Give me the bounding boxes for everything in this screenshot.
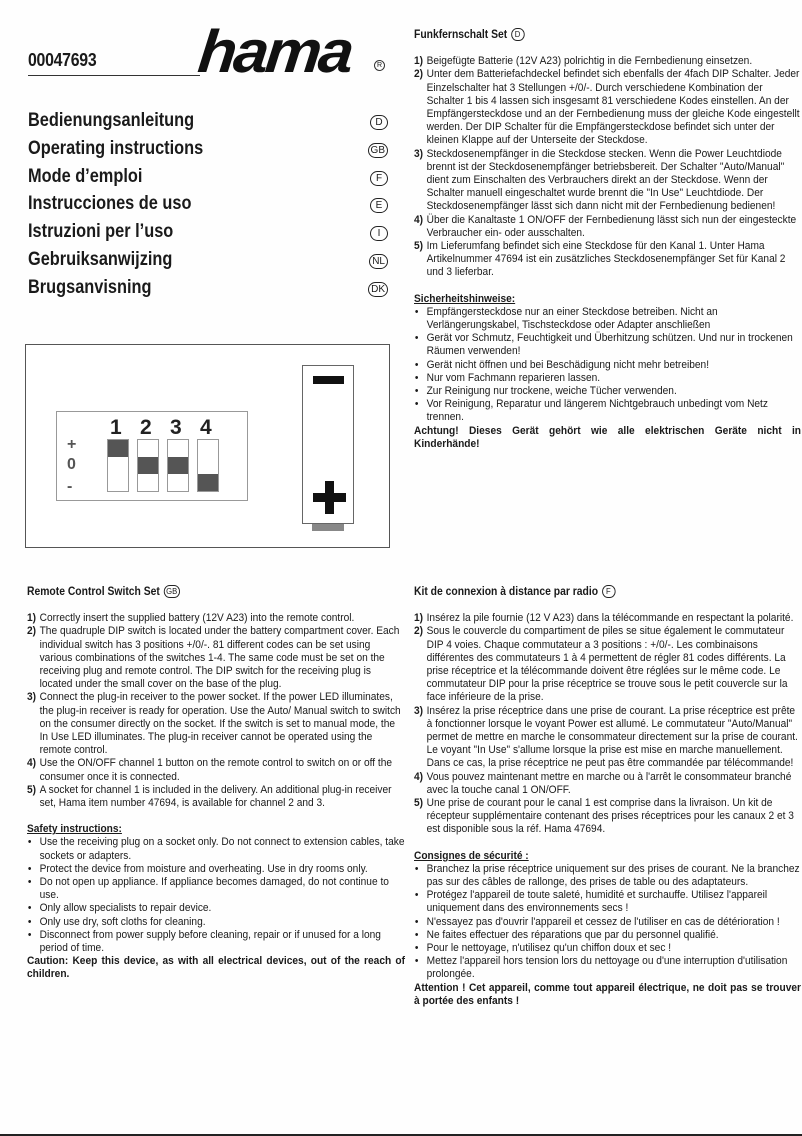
- language-badge-icon: D: [370, 115, 388, 130]
- safety-text: N'essayez pas d'ouvrir l'appareil et cessez de l'utiliser en cas de détérioration !: [426, 915, 780, 928]
- step-text: Vous pouvez maintenant mettre en marche ou à l'arrêt le consommateur branché avec la touche canal 1 ON/OFF.: [426, 770, 792, 796]
- step-number: 1): [414, 612, 424, 625]
- safety-text: Protect the device from moisture and overheating. Use in dry rooms only.: [39, 862, 368, 875]
- safety-item: [414, 306, 801, 332]
- step-text: Insérez la pile fournie (12 V A23) dans la télécommande en respectant la polarité.: [426, 612, 794, 625]
- step-text: The quadruple DIP switch is located under the battery compartment cover. Each individual switch has 3 positions +/0/-. 81 different codes can be set using various combinations of the switches 1-4. The same code must be set on the receiving plug and remote control. The DIP switch for the receiving plug is located under the small cover on the base of the plug.: [39, 625, 400, 691]
- step-text: A socket for channel 1 is included in the delivery. An additional plug-in receiver set, Hama item number 47694, is available for channel 2 and 3.: [39, 783, 392, 810]
- registered-trademark-icon: R: [374, 60, 385, 71]
- instruction-step: [414, 68, 801, 147]
- dip-switch-slider: [198, 474, 218, 491]
- language-title: Operating instructions: [28, 137, 204, 159]
- safety-item: [27, 929, 405, 955]
- step-number: 1): [414, 55, 424, 68]
- section-english: [27, 585, 447, 982]
- section-title: Remote Control Switch Set GB: [27, 585, 405, 599]
- safety-item: [414, 942, 801, 955]
- dip-switch-number: 4: [200, 416, 212, 439]
- step-number: 3): [27, 691, 37, 704]
- step-text: Steckdosenempfänger in die Steckdose stecken. Wenn die Power Leuchtdiode brennt ist der Steckdosenempfänger betriebsbereit. Der Schalter "Auto/Manual" dient zum Einschalten des Verbrauchers direkt an der Steckdose. Wenn der Schalter manuell eingeschaltet wurde brennt die "In Use" Leuchtdiode. Der Steckdosenempfänger lässt sich dann nicht mit der Fernbedienung bedienen!: [426, 147, 785, 213]
- dip-switch-panel: [56, 411, 248, 501]
- step-text: Insérez la prise réceptrice dans une prise de courant. La prise réceptrice est prête à fonctionner lorsque le voyant Power est allumé. Le commutateur "Auto/Manual" permet de mettre en marche le consommateur directement sur la prise de courant. Le voyant "In Use" s'allume lorsque la prise est mise en marche manuellement. Dans ce cas, la prise réceptrice ne peut pas être commandée par télécommande!: [426, 704, 798, 770]
- article-number-underline: [28, 75, 200, 76]
- safety-item: [414, 955, 801, 981]
- dip-switch-figure: [25, 344, 390, 548]
- dip-switch-number: 1: [110, 416, 122, 439]
- bullet-icon: •: [414, 358, 419, 371]
- bullet-icon: •: [414, 862, 419, 875]
- safety-item: [27, 902, 405, 915]
- instruction-step: [414, 705, 801, 771]
- safety-text: Mettez l'appareil hors tension lors du nettoyage ou d'une interruption d'utilisation prolongée.: [426, 955, 788, 981]
- safety-heading: Safety instructions:: [27, 823, 122, 836]
- step-text: Connect the plug-in receiver to the power socket. If the power LED illuminates, the plug-in receiver is ready for operation. Use the Auto/ Manual switch to switch on the consumer directly on the socket. If the switch is set to manual mode, the In Use LED illuminates. The plug-in receiver cannot be operated using the remote control.: [39, 691, 401, 757]
- safety-text: Only use dry, soft cloths for cleaning.: [39, 915, 206, 928]
- language-row-nl: [28, 249, 388, 277]
- safety-text: Nur vom Fachmann reparieren lassen.: [426, 371, 601, 384]
- step-text: Sous le couvercle du compartiment de piles se situe également le commutateur DIP 4 voies. Chaque commutateur a 3 positions : +/0/-. Les combinaisons différentes des commutateurs 1 à 4 permettent de régler 81 codes différents. La prise réceptrice et la télécommande doivent être réglées sur le même code. Le commutateur DIP pour la prise réceptrice se trouve sous le petit couvercle sur la face inférieure de la prise.: [426, 625, 788, 704]
- language-badge-icon: GB: [368, 143, 388, 158]
- hama-logo: hama: [195, 18, 355, 85]
- article-number: 00047693: [28, 50, 97, 70]
- step-number: 2): [414, 68, 424, 81]
- instruction-step: [414, 625, 801, 704]
- language-index: [28, 110, 388, 305]
- step-text: Beigefügte Batterie (12V A23) polrichtig in die Fernbedienung einsetzen.: [426, 55, 753, 68]
- safety-item: [27, 916, 405, 929]
- safety-heading: Sicherheitshinweise:: [414, 292, 516, 305]
- safety-item: [27, 836, 405, 862]
- instruction-step: [27, 625, 405, 691]
- language-title: Gebruiksanwijzing: [28, 248, 173, 270]
- language-badge-icon: F: [602, 585, 616, 598]
- bullet-icon: •: [414, 915, 419, 928]
- battery-minus-icon: [313, 376, 344, 384]
- bullet-icon: •: [414, 385, 419, 398]
- caution-text: Achtung! Dieses Gerät gehört wie alle elektrischen Geräte nicht in Kinderhände!: [414, 424, 801, 450]
- step-text: Im Lieferumfang befindet sich eine Steckdose für den Kanal 1. Unter Hama Artikelnummer 47694 ist ein zusätzliches Steckdosenempfänger Set für Kanal 2 und 3 lieferbar.: [426, 240, 786, 279]
- step-number: 4): [414, 213, 424, 226]
- safety-item: [414, 863, 801, 889]
- safety-text: Disconnect from power supply before cleaning, repair or if unused for a long period of time.: [39, 928, 381, 955]
- safety-item: [414, 372, 801, 385]
- bullet-icon: •: [27, 836, 32, 849]
- safety-item: [414, 359, 801, 372]
- section-french: [414, 585, 802, 1008]
- bullet-icon: •: [414, 332, 419, 345]
- dip-switch-1: [107, 439, 129, 492]
- dip-switch-number: 3: [170, 416, 182, 439]
- step-number: 2): [414, 625, 424, 638]
- safety-text: Only allow specialists to repair device.: [39, 902, 212, 915]
- step-number: 2): [27, 625, 37, 638]
- battery-icon: [302, 365, 354, 524]
- language-badge-icon: I: [370, 226, 388, 241]
- language-row-f: [28, 166, 388, 194]
- safety-item: [414, 916, 801, 929]
- dip-switch-4: [197, 439, 219, 492]
- language-row-e: [28, 193, 388, 221]
- step-number: 5): [414, 797, 424, 810]
- safety-item: [27, 876, 405, 902]
- step-number: 3): [414, 147, 424, 160]
- safety-text: Empfängersteckdose nur an einer Steckdose betreiben. Nicht an Verlängerungskabel, Tischsteckdose oder Adapter anschließen: [426, 305, 718, 332]
- bullet-icon: •: [414, 305, 419, 318]
- caution-text: Attention ! Cet appareil, comme tout appareil électrique, ne doit pas se trouver à portée des enfants !: [414, 981, 801, 1007]
- step-number: 4): [414, 770, 424, 783]
- language-row-i: [28, 221, 388, 249]
- instruction-step: [414, 612, 801, 625]
- language-badge-icon: F: [370, 171, 388, 186]
- dip-sign-minus: -: [67, 478, 73, 495]
- safety-item: [27, 863, 405, 876]
- bullet-icon: •: [27, 876, 32, 889]
- safety-item: [414, 332, 801, 358]
- safety-item: [414, 398, 801, 424]
- instruction-step: [27, 757, 405, 783]
- section-title: Funkfernschalt Set D: [414, 28, 801, 42]
- bullet-icon: •: [414, 398, 419, 411]
- instruction-step: [414, 771, 801, 797]
- language-badge-icon: E: [370, 198, 388, 213]
- language-badge-icon: DK: [368, 282, 388, 297]
- bullet-icon: •: [414, 371, 419, 384]
- bullet-icon: •: [414, 942, 419, 955]
- step-text: Über die Kanaltaste 1 ON/OFF der Fernbedienung lässt sich nun der eingesteckte Verbraucher ein- oder ausschalten.: [426, 213, 797, 239]
- step-number: 1): [27, 612, 37, 625]
- safety-text: Pour le nettoyage, n'utilisez qu'un chiffon doux et sec !: [426, 942, 672, 955]
- dip-switch-3: [167, 439, 189, 492]
- bullet-icon: •: [27, 915, 32, 928]
- language-badge-icon: NL: [369, 254, 388, 269]
- instruction-step: [414, 214, 801, 240]
- instruction-step: [27, 691, 405, 757]
- safety-text: Vor Reinigung, Reparatur und längerem Nichtgebrauch unbedingt vom Netz trennen.: [426, 398, 768, 424]
- step-text: Correctly insert the supplied battery (12V A23) into the remote control.: [39, 612, 355, 625]
- instruction-step: [414, 148, 801, 214]
- safety-text: Zur Reinigung nur trockene, weiche Tücher verwenden.: [426, 385, 677, 398]
- section-title: Kit de connexion à distance par radio F: [414, 585, 801, 599]
- instruction-step: [27, 612, 405, 625]
- bullet-icon: •: [27, 862, 32, 875]
- language-row-gb: [28, 138, 388, 166]
- bullet-icon: •: [414, 889, 419, 902]
- safety-text: Use the receiving plug on a socket only. Do not connect to extension cables, take sockets or adapters.: [39, 836, 405, 862]
- battery-terminal: [312, 524, 344, 531]
- language-badge-icon: GB: [163, 585, 179, 598]
- step-number: 3): [414, 704, 424, 717]
- safety-text: Branchez la prise réceptrice uniquement sur des prises de courant. Ne la branchez pas sur des câbles de rallonge, des prises de table ou des adaptateurs.: [426, 862, 800, 889]
- section-german: [414, 28, 802, 451]
- dip-sign-plus: +: [67, 436, 77, 453]
- language-title: Bedienungsanleitung: [28, 110, 195, 131]
- instruction-step: [414, 797, 801, 837]
- safety-text: Gerät nicht öffnen und bei Beschädigung nicht mehr betreiben!: [426, 358, 710, 371]
- safety-item: [414, 385, 801, 398]
- safety-heading: Consignes de sécurité :: [414, 849, 529, 862]
- step-number: 4): [27, 757, 37, 770]
- bullet-icon: •: [414, 955, 419, 968]
- instruction-step: [414, 240, 801, 280]
- language-title: Brugsanvisning: [28, 276, 152, 298]
- dip-switch-number: 2: [140, 416, 152, 439]
- safety-item: [414, 929, 801, 942]
- step-number: 5): [414, 240, 424, 253]
- language-title: Instrucciones de uso: [28, 193, 192, 215]
- dip-switch-slider: [138, 457, 158, 474]
- bullet-icon: •: [414, 928, 419, 941]
- step-text: Une prise de courant pour le canal 1 est comprise dans la livraison. Un kit de récepteur supplémentaire contenant des prises réceptrices pour les canaux 2 et 3 est disponible sous la réf. Hama 47694.: [426, 797, 794, 836]
- dip-switch-slider: [108, 440, 128, 457]
- safety-text: Ne faites effectuer des réparations que par du personnel qualifié.: [426, 928, 719, 941]
- language-badge-icon: D: [511, 28, 525, 41]
- dip-sign-zero: 0: [67, 456, 76, 473]
- safety-item: [414, 889, 801, 915]
- step-number: 5): [27, 783, 37, 796]
- language-title: Mode d’emploi: [28, 165, 143, 187]
- language-row-dk: [28, 277, 388, 305]
- bullet-icon: •: [27, 902, 32, 915]
- safety-text: Do not open up appliance. If appliance becomes damaged, do not continue to use.: [39, 876, 389, 902]
- instruction-step: [27, 784, 405, 810]
- bullet-icon: •: [27, 928, 32, 941]
- language-title: Istruzioni per l’uso: [28, 221, 174, 243]
- dip-switch-slider: [168, 457, 188, 474]
- language-row-de: [28, 110, 388, 138]
- step-text: Unter dem Batteriefachdeckel befindet sich ebenfalls der 4fach DIP Schalter. Jeder Einzelschalter hat 3 Stellungen +/0/-. Durch verschiedene Kombination der Schalter 1 bis 4 lassen sich insgesamt 81 verschiedene Kodes einstellen. An der Empfängersteckdose und an der Fernbedienung muss der gleiche Kode eingestellt werden. Der DIP Schalter für die Empfängersteckdose befindet sich unter der kleinen Klappe auf der Unterseite der Steckdose.: [426, 68, 800, 147]
- step-text: Use the ON/OFF channel 1 button on the remote control to switch on or off the consumer once it is connected.: [39, 757, 393, 783]
- caution-text: Caution: Keep this device, as with all electrical devices, out of the reach of children.: [27, 955, 405, 981]
- safety-text: Protégez l'appareil de toute saleté, humidité et surchauffe. Utilisez l'appareil uniquement dans des environnements secs !: [426, 889, 768, 915]
- dip-switch-2: [137, 439, 159, 492]
- instruction-step: [414, 55, 801, 68]
- safety-text: Gerät vor Schmutz, Feuchtigkeit und Überhitzung schützen. Und nur in trockenen Räumen verwenden!: [426, 332, 793, 358]
